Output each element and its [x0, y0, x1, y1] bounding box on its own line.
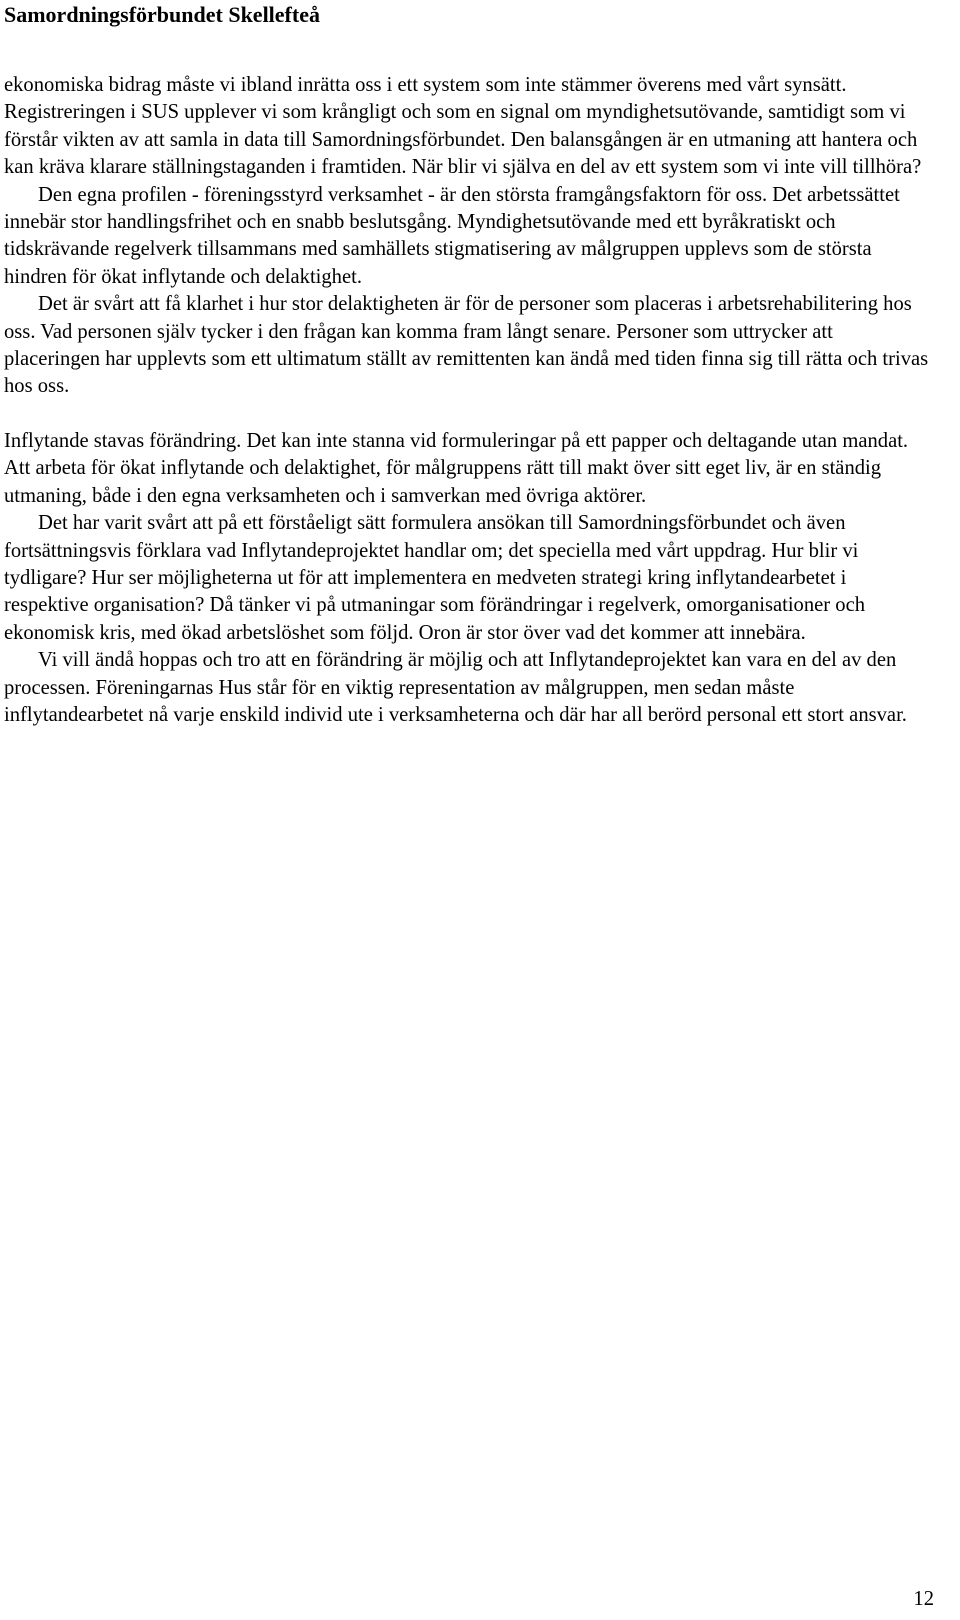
document-body	[4, 72, 934, 729]
header-title: Samordningsförbundet Skellefteå	[4, 2, 320, 27]
paragraph-2: Den egna profilen - föreningsstyrd verksamhet - är den största framgångsfaktorn för oss. Det arbetssättet innebär stor handlingsfrihet och en snabb beslutsgång. Myndighetsutövande med ett byråkratiskt och tidskrävande regelverk tillsammans med samhällets stigmatisering av målgruppen upplevs som de största hindren för ökat inflytande och delaktighet.	[4, 183, 900, 288]
page-number: 12	[913, 1588, 934, 1610]
paragraph-3: Det är svårt att få klarhet i hur stor delaktigheten är för de personer som placeras i arbetsrehabilitering hos oss. Vad personen själv tycker i den frågan kan komma fram långt senare. Personer som uttrycker att placeringen har upplevts som ett ultimatum ställt av remittenten kan ändå med tiden finna sig till rätta och trivas hos oss.	[4, 293, 929, 398]
paragraph-1: ekonomiska bidrag måste vi ibland inrätta oss i ett system som inte stämmer överens med vårt synsätt. Registreringen i SUS upplever vi som krångligt och som en signal om myndighetsutövande, samtidigt som vi förstår vikten av att samla in data till Samordningsförbundet. Den balansgången är en utmaning att hantera och kan kräva klarare ställningstaganden i framtiden. När blir vi själva en del av ett system som vi inte vill tillhöra?	[4, 74, 922, 179]
paragraph-4: Inflytande stavas förändring. Det kan inte stanna vid formuleringar på ett papper och deltagande utan mandat. Att arbeta för ökat inflytande och delaktighet, för målgruppens rätt till makt över sitt eget liv, är en ständig utmaning, både i den egna verksamheten och i samverkan med övriga aktörer.	[4, 429, 909, 507]
document-header	[4, 2, 320, 28]
paragraph-5: Det har varit svårt att på ett förståeligt sätt formulera ansökan till Samordningsförbundet och även fortsättningsvis förklara vad Inflytandeprojektet handlar om; det speciella med vårt uppdrag. Hur blir vi tydligare? Hur ser möjligheterna ut för att implementera en medveten strategi kring inflytandearbetet i respektive organisation? Då tänker vi på utmaningar som förändringar i regelverk, omorganisationer och ekonomisk kris, med ökad arbetslöshet som följd. Oron är stor över vad det kommer att innebära.	[4, 512, 866, 644]
paragraph-6: Vi vill ändå hoppas och tro att en förändring är möjlig och att Inflytandeprojektet kan vara en del av den processen. Föreningarnas Hus står för en viktig representation av målgruppen, men sedan måste inflytandearbetet nå varje enskild individ ute i verksamheterna och där har all berörd personal ett stort ansvar.	[4, 649, 907, 726]
